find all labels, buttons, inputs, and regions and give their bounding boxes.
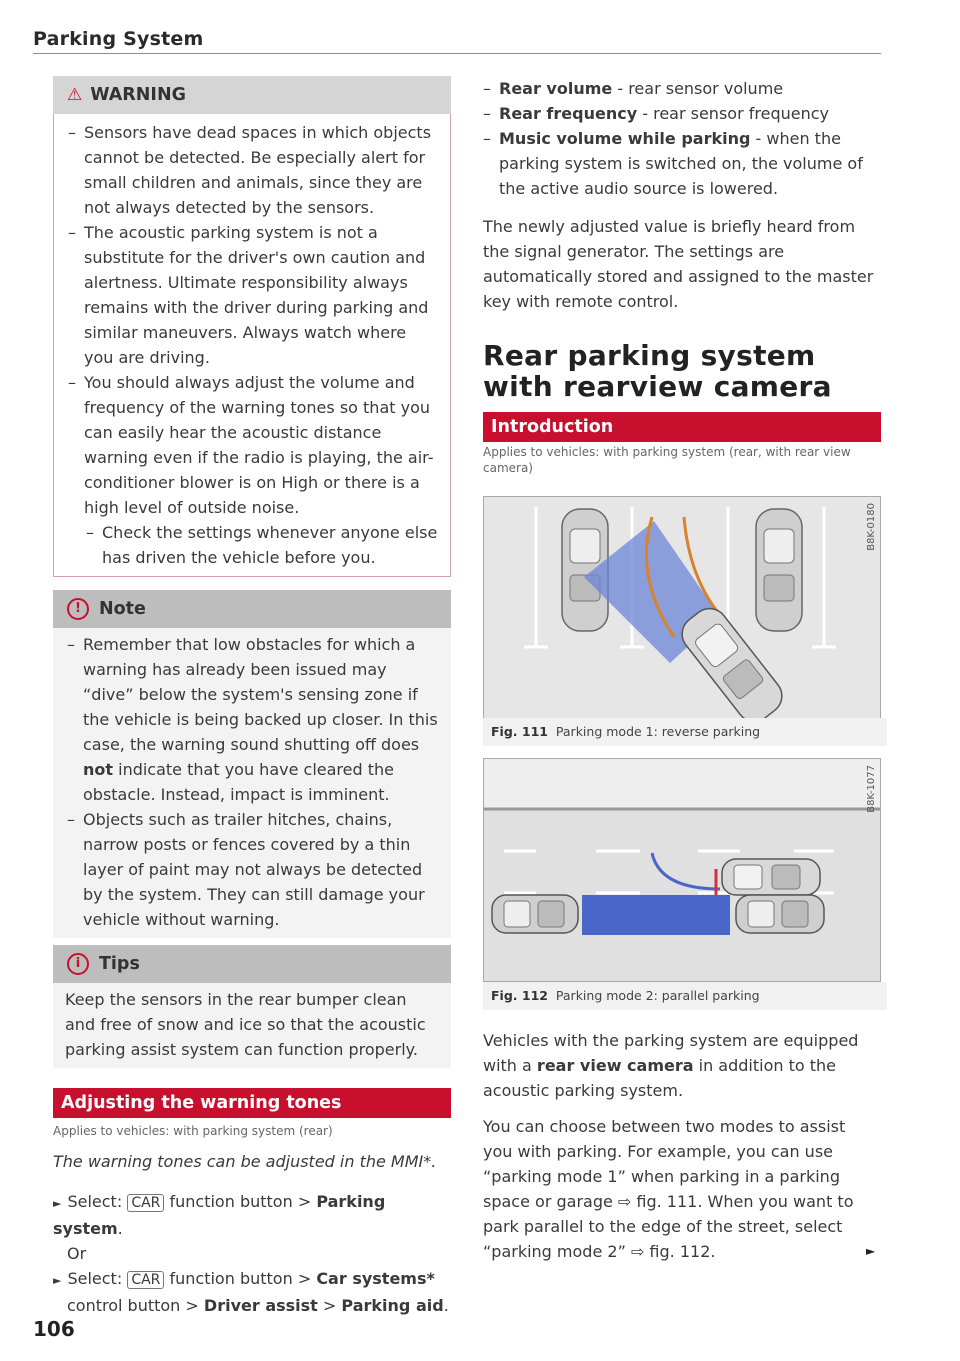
warning-box xyxy=(53,76,451,577)
adjust-applies: Applies to vehicles: with parking system (rear) xyxy=(53,1124,333,1138)
warning-item: – Check the settings whenever anyone else has driven the vehicle before you. xyxy=(62,520,438,570)
settings-item: – Rear frequency - rear sensor frequency xyxy=(477,101,883,126)
tips-box xyxy=(53,945,451,1068)
warning-body xyxy=(53,114,451,577)
adjust-intro: The warning tones can be adjusted in the MMI*. xyxy=(53,1152,437,1171)
tips-title: Tips xyxy=(99,953,140,974)
introduction-applies: Applies to vehicles: with parking system (rear, with rear view camera) xyxy=(483,445,851,475)
step-2: ► Select: CAR function button > Car systems* xyxy=(53,1269,435,1288)
figure-code: B8K-1077 xyxy=(866,765,877,813)
page-number: 106 xyxy=(33,1317,75,1341)
figure-111-caption: Fig. 111 Parking mode 1: reverse parking xyxy=(483,718,887,746)
adjust-steps xyxy=(53,1189,451,1318)
note-item: – Remember that low obstacles for which a warning has already been issued may “dive” below the system's sensing zone if the vehicle is being backed up closer. In this case, the warning sound shutting off does not indicate that you have cleared the obstacle. Instead, impact is imminent. xyxy=(61,632,439,807)
step-2-cont: control button > Driver assist > Parking aid. xyxy=(67,1296,449,1315)
warning-header xyxy=(53,76,451,114)
settings-item: – Rear volume - rear sensor volume xyxy=(477,76,883,101)
note-item: – Objects such as trailer hitches, chains, narrow posts or fences covered by a thin layer of paint may not always be detected by the system. They can still damage your vehicle without warning. xyxy=(61,807,439,932)
modes-paragraph: You can choose between two modes to assist you with parking. For example, you can use “parking mode 1” when parking in a parking space or garage ⇨ fig. 111. When you want to park parallel to the edge of the street, select “parking mode 2” ⇨ fig. 112. xyxy=(483,1117,854,1261)
tips-header xyxy=(53,945,451,983)
car-key: CAR xyxy=(127,1271,164,1289)
parking-zone xyxy=(582,895,730,935)
figure-112 xyxy=(483,758,881,982)
settings-paragraph: The newly adjusted value is briefly heard from the signal generator. The settings are automatically stored and assigned to the master key with remote control. xyxy=(483,217,874,311)
parked-car-front-icon xyxy=(736,895,824,933)
settings-item: – Music volume while parking - when the parking system is switched on, the volume of the active audio source is lowered. xyxy=(477,126,883,201)
step-or: Or xyxy=(67,1244,87,1263)
reverse-parking-illustration xyxy=(484,497,880,719)
step-1: ► Select: CAR function button > Parking system. xyxy=(53,1192,386,1238)
note-box xyxy=(53,590,451,938)
warning-item: – The acoustic parking system is not a substitute for the driver's own caution and alertness. Ultimate responsibility always remains with the driver during parking and similar maneuvers. Always watch where you are driving. xyxy=(62,220,438,370)
parked-car-back-icon xyxy=(492,895,578,933)
car-key: CAR xyxy=(127,1194,164,1212)
parallel-parking-illustration xyxy=(484,759,880,981)
introduction-heading: Introduction xyxy=(483,412,881,442)
note-header xyxy=(53,590,451,628)
figure-code: B8K-0180 xyxy=(866,503,877,551)
header-rule xyxy=(33,53,881,54)
warning-title: WARNING xyxy=(90,84,186,105)
maneuvering-car-icon xyxy=(722,859,820,895)
note-title: Note xyxy=(99,598,146,619)
warning-item: – Sensors have dead spaces in which objects cannot be detected. Be especially alert for small children and animals, since they are not always detected by the sensors. xyxy=(62,120,438,220)
figure-111 xyxy=(483,496,881,720)
continue-arrow-icon: ► xyxy=(866,1244,876,1258)
warning-item: – You should always adjust the volume and frequency of the warning tones so that you can easily hear the acoustic distance warning even if the radio is playing, the air-conditioner blower is on High or there is a high level of outside noise. xyxy=(62,370,438,520)
adjust-heading: Adjusting the warning tones xyxy=(53,1088,451,1118)
info-icon: i xyxy=(67,953,89,975)
page-header-title: Parking System xyxy=(33,28,204,50)
parked-car-right-icon xyxy=(756,509,802,631)
warning-triangle-icon: ⚠ xyxy=(67,84,83,105)
figure-112-caption: Fig. 112 Parking mode 2: parallel parking xyxy=(483,982,887,1010)
rear-parking-heading: Rear parking system with rearview camera xyxy=(483,339,832,403)
camera-paragraph: Vehicles with the parking system are equipped with a rear view camera in addition to the acoustic parking system. xyxy=(483,1031,859,1100)
note-icon: ! xyxy=(67,598,89,620)
settings-list xyxy=(483,76,883,201)
tips-text: Keep the sensors in the rear bumper clean and free of snow and ice so that the acoustic parking assist system can function properly. xyxy=(65,990,426,1059)
